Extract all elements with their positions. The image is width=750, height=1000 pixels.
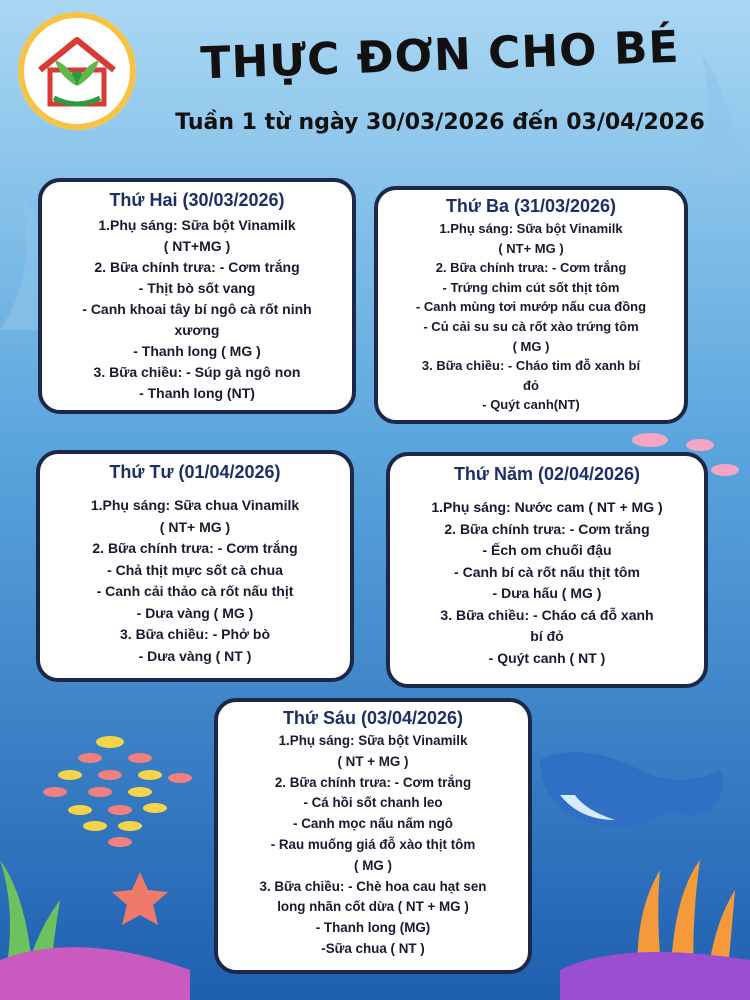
page-title: THỰC ĐƠN CHO BÉ bbox=[199, 21, 681, 90]
menu-line: - Dưa hấu ( MG ) bbox=[492, 585, 602, 601]
menu-line: - Ếch om chuối đậu bbox=[482, 542, 612, 558]
card-title: Thứ Năm (02/04/2026) bbox=[453, 464, 641, 484]
menu-card-monday bbox=[38, 178, 356, 414]
menu-line: - Canh mọc nấu nấm ngô bbox=[293, 816, 453, 832]
menu-line: - Dưa vàng ( NT ) bbox=[138, 647, 252, 664]
menu-card-wednesday bbox=[36, 450, 354, 682]
menu-line: ( MG ) bbox=[354, 857, 392, 873]
menu-line: 1.Phụ sáng: Sữa chua Vinamilk bbox=[90, 497, 300, 513]
menu-line: 2. Bữa chính trưa: - Cơm trắng bbox=[435, 260, 627, 276]
menu-line: - Canh khoai tây bí ngô cà rốt ninh bbox=[82, 301, 312, 317]
menu-line: - Thanh long (MG) bbox=[315, 920, 431, 936]
menu-card-thursday bbox=[386, 452, 708, 688]
menu-line: 3. Bữa chiều: - Cháo cá đỗ xanh bbox=[440, 606, 654, 623]
menu-line: 2. Bữa chính trưa: - Cơm trắng bbox=[92, 540, 298, 556]
card-title: Thứ Hai (30/03/2026) bbox=[109, 190, 285, 210]
menu-line: - Canh mùng tơi mướp nấu cua đồng bbox=[415, 299, 647, 315]
menu-line: - Dưa vàng ( MG ) bbox=[136, 604, 254, 621]
menu-line: long nhãn cốt dừa ( NT + MG ) bbox=[277, 899, 469, 915]
menu-line: - Cá hồi sốt chanh leo bbox=[303, 795, 443, 811]
menu-line: - Củ cải su su cà rốt xào trứng tôm bbox=[423, 318, 639, 334]
menu-line: - Quýt canh(NT) bbox=[482, 397, 580, 413]
menu-line: - Thanh long ( MG ) bbox=[133, 343, 261, 359]
week-subtitle: Tuần 1 từ ngày 30/03/2026 đến 03/04/2026 bbox=[175, 110, 705, 135]
menu-line: - Thanh long (NT) bbox=[139, 385, 255, 401]
menu-line: - Thịt bò sốt vang bbox=[138, 280, 256, 296]
menu-line: - Trứng chim cút sốt thịt tôm bbox=[442, 279, 620, 295]
school-logo bbox=[18, 12, 136, 130]
menu-line: 2. Bữa chính trưa: - Cơm trắng bbox=[94, 259, 300, 275]
menu-line: 1.Phụ sáng: Sữa bột Vinamilk bbox=[439, 221, 623, 236]
menu-line: 2. Bữa chính trưa: - Cơm trắng bbox=[444, 520, 650, 537]
menu-line: - Canh bí cà rốt nấu thịt tôm bbox=[454, 563, 640, 580]
menu-line: đỏ bbox=[523, 377, 539, 393]
menu-line: 1.Phụ sáng: Sữa bột Vinamilk bbox=[278, 733, 468, 748]
menu-line: ( NT + MG ) bbox=[337, 753, 409, 769]
menu-line: ( MG ) bbox=[512, 338, 550, 354]
menu-line: -Sữa chua ( NT ) bbox=[321, 940, 425, 956]
menu-line: 1.Phụ sáng: Sữa bột Vinamilk bbox=[98, 217, 296, 233]
card-title: Thứ Ba (31/03/2026) bbox=[445, 196, 617, 216]
menu-line: ( NT+ MG ) bbox=[498, 240, 564, 256]
menu-line: 3. Bữa chiều: - Phở bò bbox=[120, 626, 270, 642]
menu-line: 2. Bữa chính trưa: - Cơm trắng bbox=[274, 774, 472, 790]
menu-line: ( NT+ MG ) bbox=[159, 518, 231, 535]
menu-line: bí đỏ bbox=[530, 628, 564, 644]
menu-card-tuesday bbox=[374, 186, 688, 424]
menu-line: 3. Bữa chiều: - Súp gà ngô non bbox=[93, 364, 301, 380]
menu-line: 3. Bữa chiều: - Cháo tim đỗ xanh bí bbox=[421, 358, 641, 374]
menu-line: - Canh cải thảo cà rốt nấu thịt bbox=[96, 583, 294, 599]
menu-line: - Rau muống giá đỗ xào thịt tôm bbox=[270, 836, 476, 852]
menu-line: 3. Bữa chiều: - Chè hoa cau hạt sen bbox=[259, 878, 487, 894]
card-title: Thứ Sáu (03/04/2026) bbox=[282, 708, 464, 728]
menu-line: ( NT+MG ) bbox=[163, 238, 231, 254]
menu-card-friday bbox=[214, 698, 532, 974]
menu-line: xương bbox=[174, 322, 220, 338]
menu-line: - Quýt canh ( NT ) bbox=[488, 649, 606, 666]
menu-line: - Chả thịt mực sốt cà chua bbox=[107, 561, 283, 578]
card-title: Thứ Tư (01/04/2026) bbox=[109, 462, 281, 482]
menu-line: 1.Phụ sáng: Nước cam ( NT + MG ) bbox=[431, 499, 663, 515]
